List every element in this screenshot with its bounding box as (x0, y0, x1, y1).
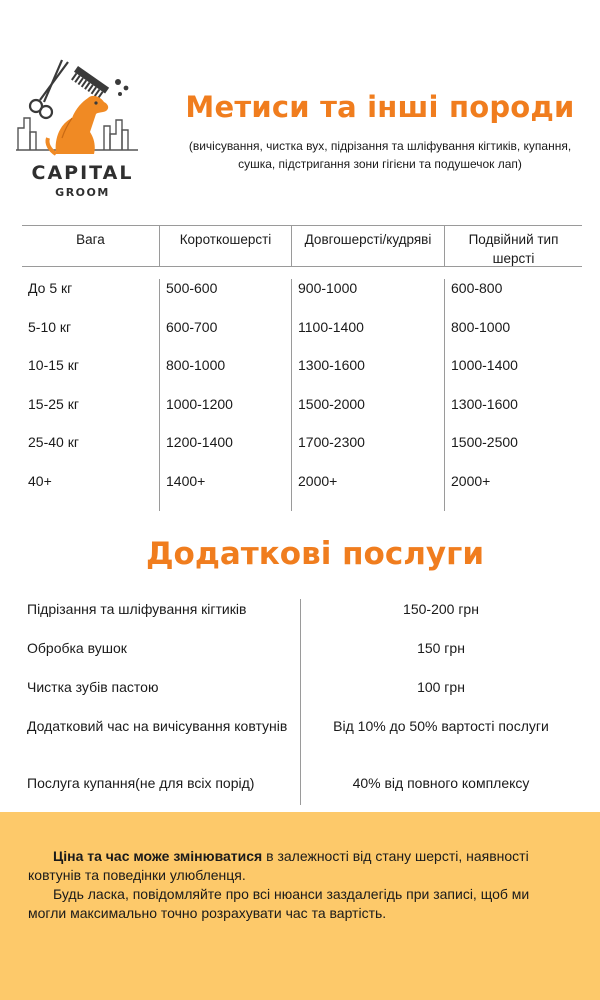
table-header (22, 226, 582, 267)
cell-weight: 15-25 кг (28, 395, 79, 412)
brand-text (20, 162, 145, 199)
cell-short: 1200-1400 (159, 433, 291, 472)
cell-long: 900-1000 (291, 279, 444, 318)
note-paragraph-1 (28, 847, 568, 885)
cell-double: 1300-1600 (444, 395, 582, 434)
service-name: Підрізання та шліфування кігтиків (22, 599, 301, 638)
cell-weight: До 5 кг (28, 280, 73, 296)
service-row (22, 677, 582, 716)
services-table (22, 598, 582, 805)
cell-short: 600-700 (159, 318, 291, 357)
note-box (0, 812, 600, 1000)
cell-short: 500-600 (159, 279, 291, 318)
service-name: Додатковий час на вичісування ковтунів (22, 716, 301, 773)
service-row (22, 773, 582, 805)
column-header-weight: Вага (76, 232, 105, 247)
service-name: Обробка вушок (22, 638, 301, 677)
price-table (22, 225, 582, 511)
table-row (22, 279, 582, 318)
service-price: 150 грн (417, 640, 465, 656)
column-header-short: Короткошерсті (159, 226, 291, 266)
dog-scissors-icon (16, 58, 146, 163)
table-row (22, 356, 582, 395)
cell-double: 2000+ (444, 472, 582, 511)
column-header-long: Довгошерсті/кудряві (291, 226, 444, 266)
cell-weight: 10-15 кг (28, 357, 79, 374)
note-rest: в залежності від стану шерсті, наявності ковтунів та поведінки улюбленця. (28, 848, 529, 883)
table-row (22, 318, 582, 357)
cell-long: 1300-1600 (291, 356, 444, 395)
cell-long: 1100-1400 (291, 318, 444, 357)
table-row (22, 395, 582, 434)
service-name: Чистка зубів пастою (22, 677, 301, 716)
cell-short: 1400+ (159, 472, 291, 511)
subtitle-line-2: сушка, підстригання зони гігієни та подушечок лап) (238, 157, 522, 171)
cell-long: 2000+ (291, 472, 444, 511)
page-title: Метиси та інші породи (185, 90, 575, 124)
page-subtitle (175, 137, 585, 173)
cell-double: 1500-2500 (444, 433, 582, 472)
cell-double: 800-1000 (444, 318, 582, 357)
column-header-double: Подвійний тип шерсті (444, 226, 582, 266)
services-title: Додаткові послуги (145, 536, 485, 572)
cell-long: 1500-2000 (291, 395, 444, 434)
cell-weight: 40+ (28, 472, 52, 489)
service-row (22, 716, 582, 773)
service-price: 40% від повного комплексу (352, 775, 530, 791)
cell-short: 800-1000 (159, 356, 291, 395)
cell-long: 1700-2300 (291, 433, 444, 472)
cell-weight: 5-10 кг (28, 318, 72, 335)
subtitle-line-1: (вичісування, чистка вух, підрізання та шліфування кігтиків, купання, (188, 139, 572, 153)
cell-weight: 25-40 кг (28, 434, 79, 451)
service-price: 150-200 грн (403, 601, 479, 617)
table-row (22, 433, 582, 472)
cell-double: 600-800 (444, 279, 582, 318)
note-text (28, 847, 568, 923)
table-row (22, 472, 582, 511)
service-price: 100 грн (417, 679, 465, 695)
brand-sub: GROOM (55, 186, 110, 199)
note-paragraph-2: Будь ласка, повідомляйте про всі нюанси заздалегідь при записі, щоб ми могли максимально точно розрахувати час та вартість. (28, 886, 530, 921)
brand-name: CAPITAL (31, 162, 134, 184)
cell-short: 1000-1200 (159, 395, 291, 434)
note-bold: Ціна та час може змінюватися (53, 848, 263, 864)
service-row (22, 598, 582, 638)
cell-double: 1000-1400 (444, 356, 582, 395)
service-name: Послуга купання(не для всіх порід) (22, 773, 301, 805)
service-price: Від 10% до 50% вартості послуги (333, 718, 549, 734)
service-row (22, 638, 582, 677)
